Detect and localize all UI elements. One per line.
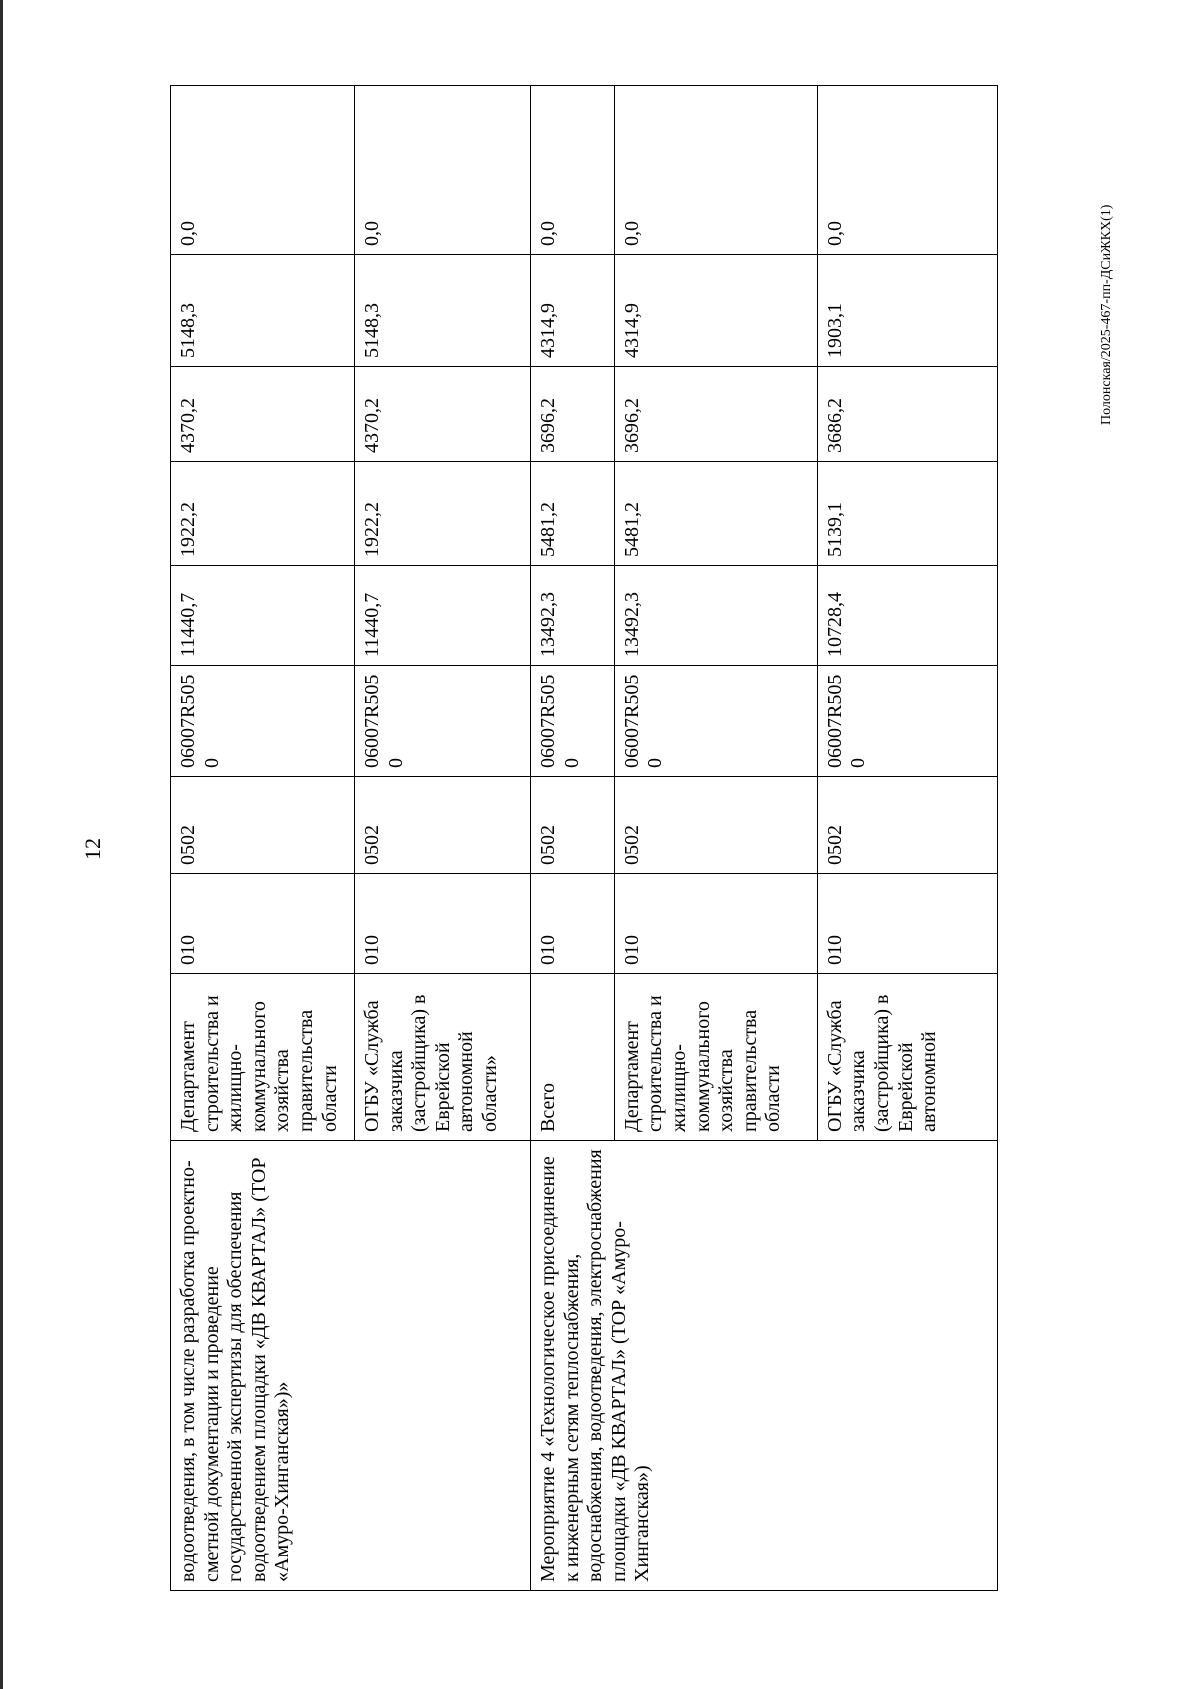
grbs-cell: 010 [355, 874, 531, 974]
grbs-cell: 010 [531, 874, 615, 974]
value-cell-2: 5481,2 [614, 462, 817, 566]
value-cell-2: 1922,2 [355, 462, 531, 566]
value-cell-4: 5148,3 [355, 255, 531, 367]
value-cell-5: 0,0 [614, 86, 817, 255]
csr-cell: 06007R505 0 [531, 666, 615, 777]
budget-table [170, 85, 998, 1591]
executor-cell: ОГБУ «Служба заказчика (застройщика) в Еврейской автономной [817, 974, 997, 1141]
table-row [531, 86, 615, 1591]
csr-cell: 06007R505 0 [355, 666, 531, 777]
executor-cell: Всего [531, 974, 615, 1141]
value-cell-5: 0,0 [817, 86, 997, 255]
value-cell-1: 10728,4 [817, 566, 997, 666]
value-cell-3: 4370,2 [171, 367, 355, 462]
value-cell-3: 3686,2 [817, 367, 997, 462]
value-cell-2: 5481,2 [531, 462, 615, 566]
value-cell-5: 0,0 [171, 86, 355, 255]
rzpr-cell: 0502 [817, 777, 997, 874]
rzpr-cell: 0502 [171, 777, 355, 874]
value-cell-5: 0,0 [531, 86, 615, 255]
value-cell-1: 11440,7 [355, 566, 531, 666]
value-cell-5: 0,0 [355, 86, 531, 255]
budget-table-container [170, 86, 998, 1591]
value-cell-2: 5139,1 [817, 462, 997, 566]
measure-cell: Мероприятие 4 «Технологическое присоединение к инженерным сетям теплоснабжения, водоснабжения, водоотведения, электроснабжения площадки «ДВ КВАРТАЛ» (ТОР «Амуро-Хинганская») [531, 1141, 998, 1591]
value-cell-3: 4370,2 [355, 367, 531, 462]
executor-cell: Департамент строительства и жилищно-коммунального хозяйства правительства области [171, 974, 355, 1141]
value-cell-4: 4314,9 [531, 255, 615, 367]
executor-cell: ОГБУ «Служба заказчика (застройщика) в Еврейской автономной области» [355, 974, 531, 1141]
value-cell-3: 3696,2 [614, 367, 817, 462]
table-row [171, 86, 355, 1591]
rzpr-cell: 0502 [531, 777, 615, 874]
measure-cell: водоотведения, в том числе разработка проектно-сметной документации и проведение государственной экспертизы для обеспечения водоотведением площадки «ДВ КВАРТАЛ» (ТОР «Амуро-Хинганская»)» [171, 1141, 531, 1591]
rzpr-cell: 0502 [614, 777, 817, 874]
sheet-edge [0, 0, 3, 1689]
executor-cell: Департамент строительства и жилищно-коммунального хозяйства правительства области [614, 974, 817, 1141]
value-cell-2: 1922,2 [171, 462, 355, 566]
rzpr-cell: 0502 [355, 777, 531, 874]
value-cell-3: 3696,2 [531, 367, 615, 462]
document-footer-code: Полонская/2025-467-пп-ДСиЖКХ(1) [1099, 204, 1114, 425]
grbs-cell: 010 [614, 874, 817, 974]
csr-cell: 06007R505 0 [614, 666, 817, 777]
grbs-cell: 010 [817, 874, 997, 974]
value-cell-4: 4314,9 [614, 255, 817, 367]
page-number: 12 [80, 838, 105, 860]
grbs-cell: 010 [171, 874, 355, 974]
value-cell-4: 5148,3 [171, 255, 355, 367]
csr-cell: 06007R505 0 [817, 666, 997, 777]
value-cell-1: 13492,3 [614, 566, 817, 666]
csr-cell: 06007R505 0 [171, 666, 355, 777]
value-cell-1: 11440,7 [171, 566, 355, 666]
value-cell-4: 1903,1 [817, 255, 997, 367]
value-cell-1: 13492,3 [531, 566, 615, 666]
